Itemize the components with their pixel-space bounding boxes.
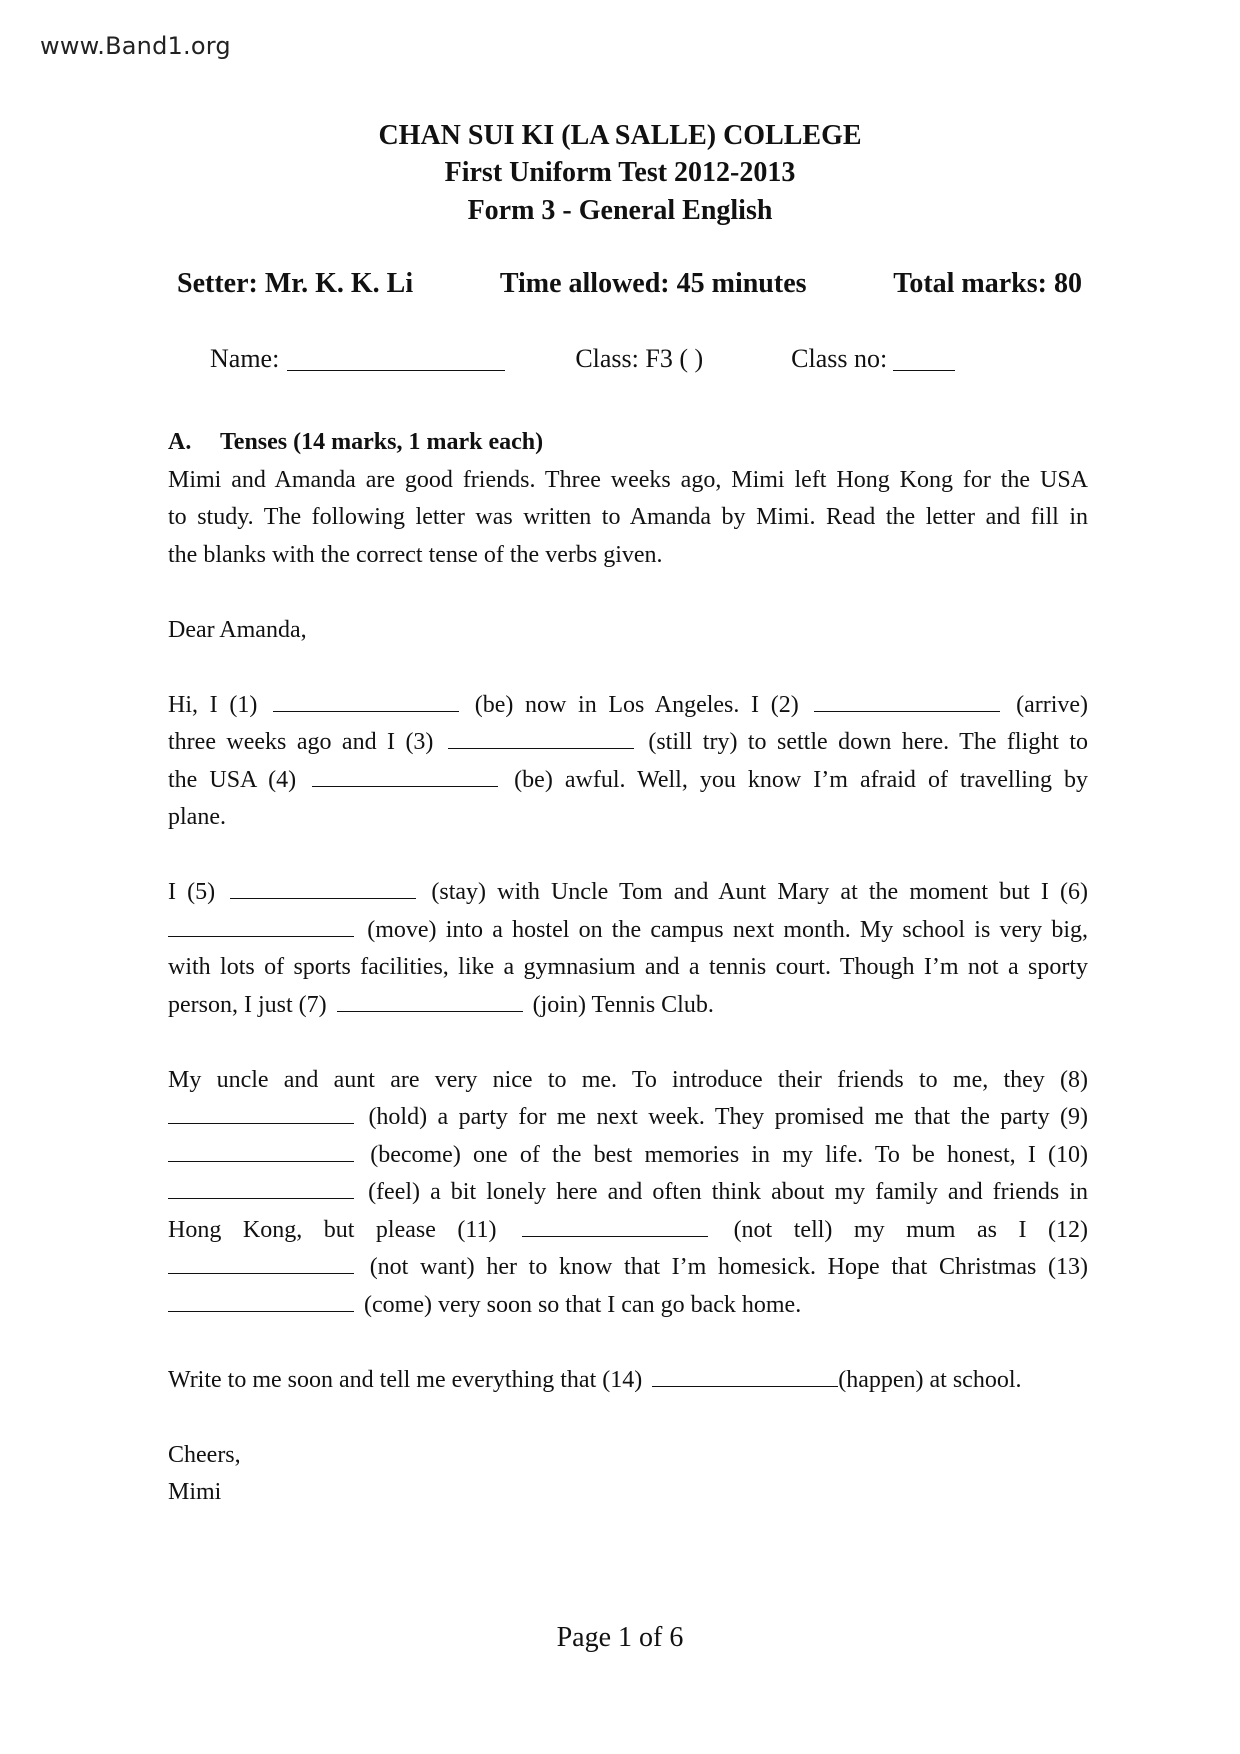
text: (become) one of the best memories in my life. To be honest, I (10) bbox=[370, 1141, 1089, 1168]
letter-line bbox=[168, 987, 1088, 1025]
blank-4[interactable] bbox=[312, 764, 498, 787]
letter-line bbox=[168, 1287, 1088, 1325]
letter-line: My uncle and aunt are very nice to me. To introduce their friends to me, they (8) bbox=[168, 1066, 1088, 1093]
text: (not tell) my mum as I (12) bbox=[733, 1216, 1089, 1243]
section-letter: A. bbox=[168, 429, 192, 455]
text: three weeks ago and I (3) bbox=[168, 729, 434, 755]
section-a bbox=[168, 424, 1088, 1512]
text: (join) Tennis Club. bbox=[532, 991, 714, 1018]
class-label: Class: F3 ( ) bbox=[575, 344, 704, 373]
blank-11[interactable] bbox=[522, 1214, 708, 1237]
setter: Setter: Mr. K. K. Li bbox=[177, 268, 414, 299]
letter-line bbox=[168, 1137, 1088, 1175]
instruction-line: the blanks with the correct tense of the verbs given. bbox=[168, 541, 663, 568]
blank-12[interactable] bbox=[168, 1251, 354, 1274]
text: Hong Kong, but please (11) bbox=[168, 1216, 497, 1243]
meta-row bbox=[177, 268, 1082, 300]
letter-line bbox=[168, 1362, 1088, 1400]
letter-line bbox=[168, 724, 1088, 762]
text: (not want) her to know that I’m homesick. Hope that Christmas (13) bbox=[369, 1254, 1088, 1280]
letter-line bbox=[168, 687, 1088, 725]
text: I (5) bbox=[168, 879, 216, 905]
text: (stay) with Uncle Tom and Aunt Mary at the moment but I (6) bbox=[431, 879, 1089, 905]
class-no-field[interactable] bbox=[893, 344, 955, 371]
text: (arrive) bbox=[1016, 691, 1089, 718]
letter-line bbox=[168, 762, 1088, 800]
text: person, I just (7) bbox=[168, 991, 327, 1018]
page-number: Page 1 of 6 bbox=[556, 1622, 684, 1653]
watermark: www.Band1.org bbox=[40, 32, 231, 60]
blank-10[interactable] bbox=[168, 1176, 354, 1199]
blank-3[interactable] bbox=[448, 726, 634, 749]
blank-13[interactable] bbox=[168, 1289, 354, 1312]
signature: Mimi bbox=[168, 1479, 222, 1505]
blank-5[interactable] bbox=[230, 876, 416, 899]
text: Write to me soon and tell me everything that (14) bbox=[168, 1366, 643, 1393]
letter-line bbox=[168, 1249, 1088, 1287]
test-title: First Uniform Test 2012-2013 bbox=[444, 157, 796, 188]
blank-7[interactable] bbox=[337, 989, 523, 1012]
blank-14[interactable] bbox=[652, 1364, 838, 1387]
school-name: CHAN SUI KI (LA SALLE) COLLEGE bbox=[378, 120, 862, 151]
letter-line: plane. bbox=[168, 804, 226, 830]
text: (come) very soon so that I can go back home. bbox=[364, 1291, 802, 1318]
time-allowed: Time allowed: 45 minutes bbox=[499, 268, 807, 299]
instruction-line: Mimi and Amanda are good friends. Three weeks ago, Mimi left Hong Kong for the USA bbox=[168, 466, 1088, 493]
letter-line bbox=[168, 1212, 1088, 1250]
text: (happen) at school. bbox=[838, 1366, 1022, 1393]
blank-2[interactable] bbox=[814, 689, 1000, 712]
letter-line bbox=[168, 1099, 1088, 1137]
text: (move) into a hostel on the campus next month. My school is very big, bbox=[367, 916, 1089, 943]
name-label: Name: bbox=[210, 344, 280, 373]
blank-6[interactable] bbox=[168, 914, 354, 937]
student-info-row bbox=[210, 344, 1050, 374]
text: Hi, I (1) bbox=[168, 691, 258, 718]
blank-8[interactable] bbox=[168, 1101, 354, 1124]
closing: Cheers, bbox=[168, 1441, 241, 1468]
blank-1[interactable] bbox=[273, 689, 459, 712]
total-marks: Total marks: 80 bbox=[893, 268, 1082, 299]
letter-line bbox=[168, 912, 1088, 950]
name-field[interactable] bbox=[287, 344, 505, 371]
letter-line: with lots of sports facilities, like a gymnasium and a tennis court. Though I’m not a sporty bbox=[168, 954, 1088, 980]
text: (feel) a bit lonely here and often think about my family and friends in bbox=[368, 1179, 1088, 1205]
text: (be) awful. Well, you know I’m afraid of travelling by bbox=[514, 766, 1089, 793]
class-no-label: Class no: bbox=[791, 344, 888, 373]
subject-title: Form 3 - General English bbox=[467, 195, 773, 226]
letter-line bbox=[168, 874, 1088, 912]
instruction-line: to study. The following letter was written to Amanda by Mimi. Read the letter and fill in bbox=[168, 504, 1088, 530]
salutation: Dear Amanda, bbox=[168, 616, 307, 643]
text: (still try) to settle down here. The flight to bbox=[648, 729, 1089, 755]
text: the USA (4) bbox=[168, 766, 297, 793]
text: (be) now in Los Angeles. I (2) bbox=[474, 691, 799, 718]
section-heading bbox=[168, 424, 1088, 462]
letter-line bbox=[168, 1174, 1088, 1212]
section-title: Tenses (14 marks, 1 mark each) bbox=[220, 429, 544, 455]
blank-9[interactable] bbox=[168, 1139, 354, 1162]
text: (hold) a party for me next week. They promised me that the party (9) bbox=[368, 1104, 1088, 1130]
